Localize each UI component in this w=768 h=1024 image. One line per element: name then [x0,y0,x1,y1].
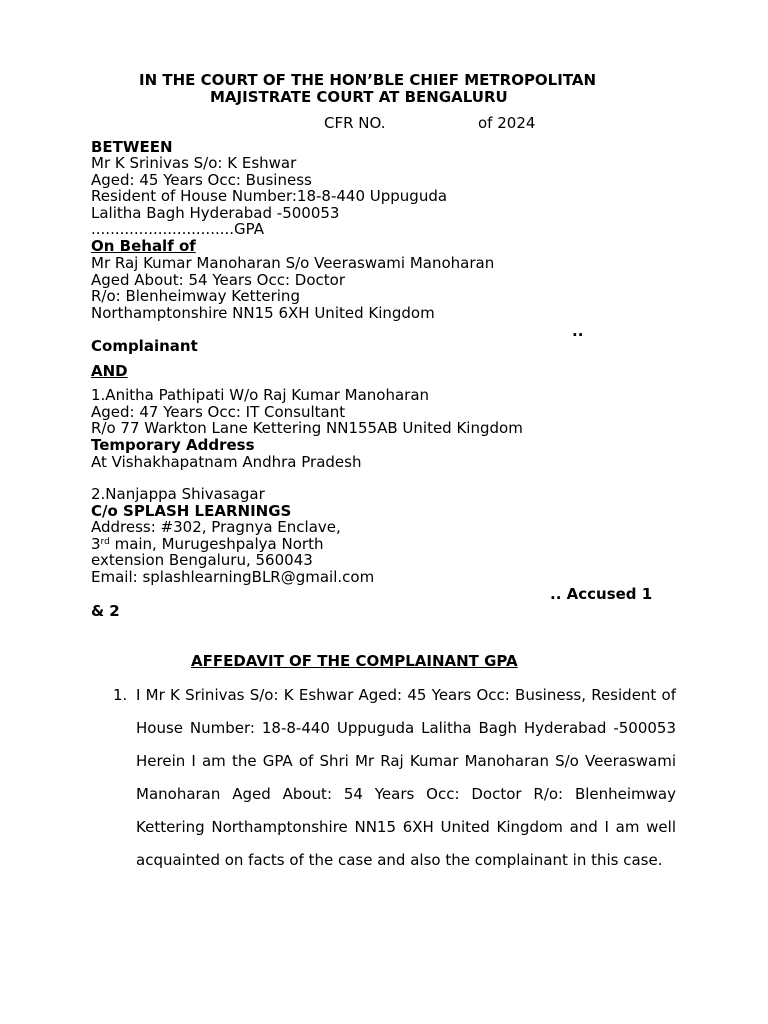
address2-number: 3 [91,534,101,553]
complainant-label: Complainant [91,337,198,355]
accused2-name: 2.Nanjappa Shivasagar [91,485,265,503]
accused2-details [91,486,374,586]
gpa-details [91,155,447,238]
and-label: AND [91,362,128,380]
principal-line: Aged About: 54 Years Occ: Doctor [91,270,345,289]
principal-line: R/o: Blenheimway Kettering [91,287,300,306]
accused2-address3: extension Bengaluru, 560043 [91,551,313,570]
court-title-line2: MAJISTRATE COURT AT BENGALURU [210,88,508,106]
between-label: BETWEEN [91,138,173,156]
address2-rest: main, Murugeshpalya North [109,534,324,553]
cfr-label: CFR NO. [324,114,386,132]
accused2-company: C/o SPLASH LEARNINGS [91,501,292,520]
affidavit-paragraph: I Mr K Srinivas S/o: K Eshwar Aged: 45 Years Occ: Business, Resident of House Number: 18-8-440 Uppuguda Lalitha Bagh Hyderabad -500053 Herein I am the GPA of Shri Mr Raj Kumar Manoharan S/o Veeraswami Manoharan Aged About: 54 Years Occ: Doctor R/o: Blenheimway Kettering Northamptonshire NN15 6XH United Kingdom and I am well acquainted on facts of the case and also the complainant in this case. [136,686,676,869]
accused1-line: 1.Anitha Pathipati W/o Raj Kumar Manoharan [91,386,430,404]
accused1-line: R/o 77 Warkton Lane Kettering NN155AB United Kingdom [91,419,523,438]
gpa-line: Aged: 45 Years Occ: Business [91,170,312,189]
address2-ordinal: rd [100,536,110,547]
gpa-line: Lalitha Bagh Hyderabad -500053 [91,203,340,222]
accused2-address2 [91,536,374,553]
accused2-email: Email: splashlearningBLR@gmail.com [91,567,375,586]
accused1-line: Aged: 47 Years Occ: IT Consultant [91,402,346,421]
paragraph-number: 1. [113,686,128,704]
affidavit-title: AFFEDAVIT OF THE COMPLAINANT GPA [191,652,518,670]
temporary-address: At Vishakhapatnam Andhra Pradesh [91,453,362,471]
gpa-line: Mr K Srinivas S/o: K Eshwar [91,154,297,172]
dots-marker: .. [572,322,584,340]
cfr-year: of 2024 [478,114,536,132]
principal-line: Northamptonshire NN15 6XH United Kingdom [91,303,435,322]
principal-line: Mr Raj Kumar Manoharan S/o Veeraswami Manoharan [91,254,495,272]
temporary-address-label: Temporary Address [91,436,255,454]
accused-label-continued: & 2 [91,602,120,620]
principal-details [91,255,494,321]
accused2-address1: Address: #302, Pragnya Enclave, [91,518,341,537]
on-behalf-label: On Behalf of [91,237,196,255]
gpa-line: ..............................GPA [91,220,265,239]
gpa-line: Resident of House Number:18-8-440 Uppuguda [91,187,448,206]
court-title-line1: IN THE COURT OF THE HON’BLE CHIEF METROPOLITAN [139,71,597,89]
accused-label: .. Accused 1 [550,585,653,603]
accused1-details [91,387,523,437]
